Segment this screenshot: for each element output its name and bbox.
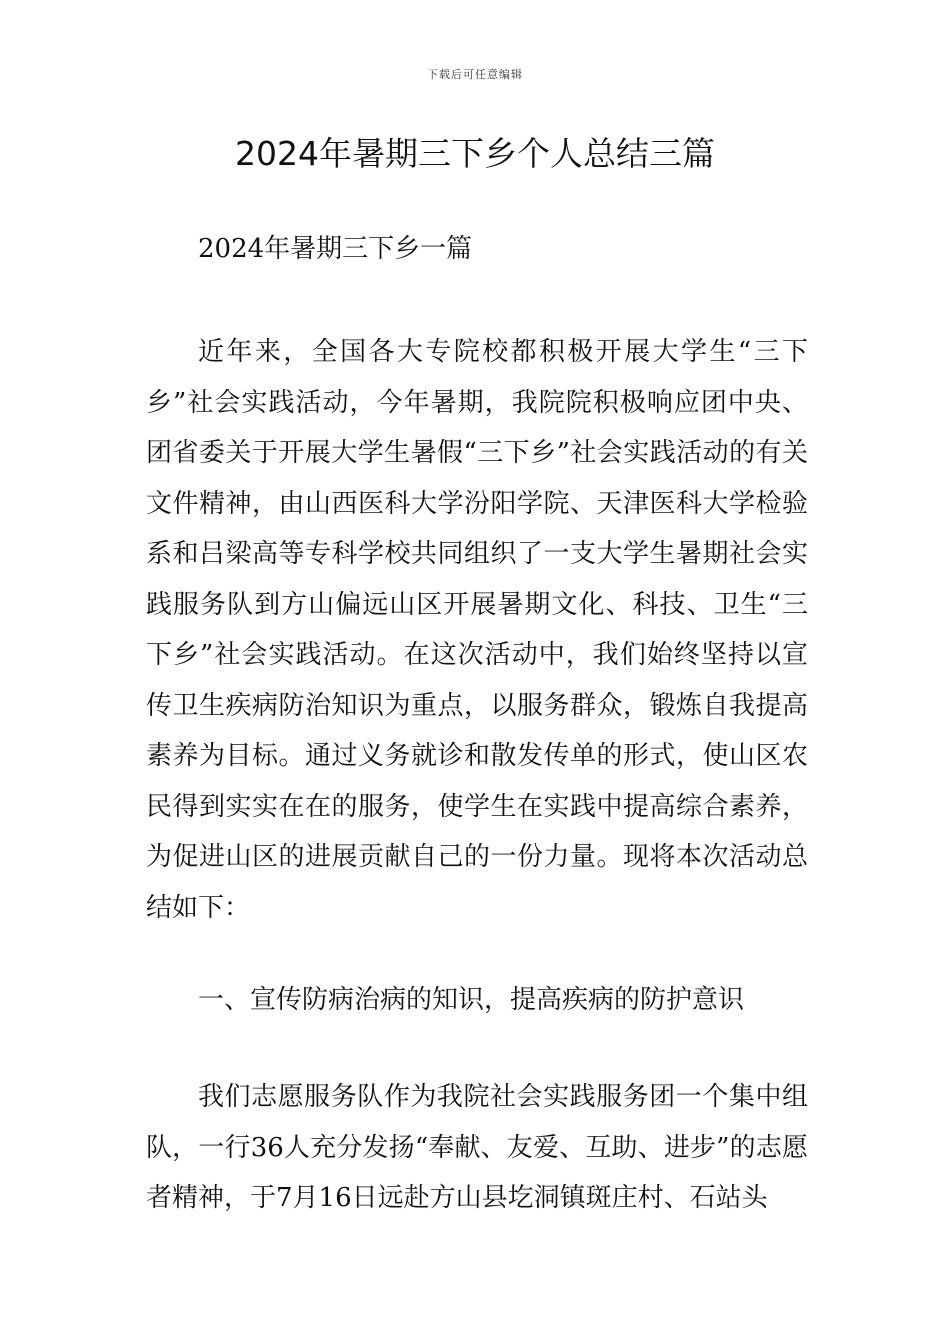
document-title: 2024年暑期三下乡个人总结三篇 — [235, 134, 715, 173]
intro-paragraph: 近年来，全国各大专院校都积极开展大学生“三下乡”社会实践活动，今年暑期，我院院积极响应团中央、团省委关于开展大学生暑假“三下乡”社会实践活动的有关文件精神，由山西医科大学汾阳学院、天津医科大学检验系和吕梁高等专科学校共同组织了一支大学生暑期社会实践服务队到方山偏远山区开展暑期文化、科技、卫生“三下乡”社会实践活动。在这次活动中，我们始终坚持以宣传卫生疾病防治知识为重点，以服务群众，锻炼自我提高素养为目标。通过义务就诊和散发传单的形式，使山区农民得到实实在在的服务，使学生在实践中提高综合素养，为促进山区的进展贡献自己的一份力量。现将本次活动总结如下： — [146, 337, 808, 923]
header-note: 下载后可任意编辑 — [427, 68, 523, 81]
section-paragraph: 我们志愿服务队作为我院社会实践服务团一个集中组队，一行36人充分发扬“奉献、友爱、互助、进步”的志愿者精神，于7月16日远赴方山县圪洞镇斑庄村、石站头 — [146, 1082, 808, 1213]
section-subtitle: 2024年暑期三下乡一篇 — [198, 234, 473, 264]
section-heading: 一、宣传防病治病的知识，提高疾病的防护意识 — [198, 985, 745, 1015]
